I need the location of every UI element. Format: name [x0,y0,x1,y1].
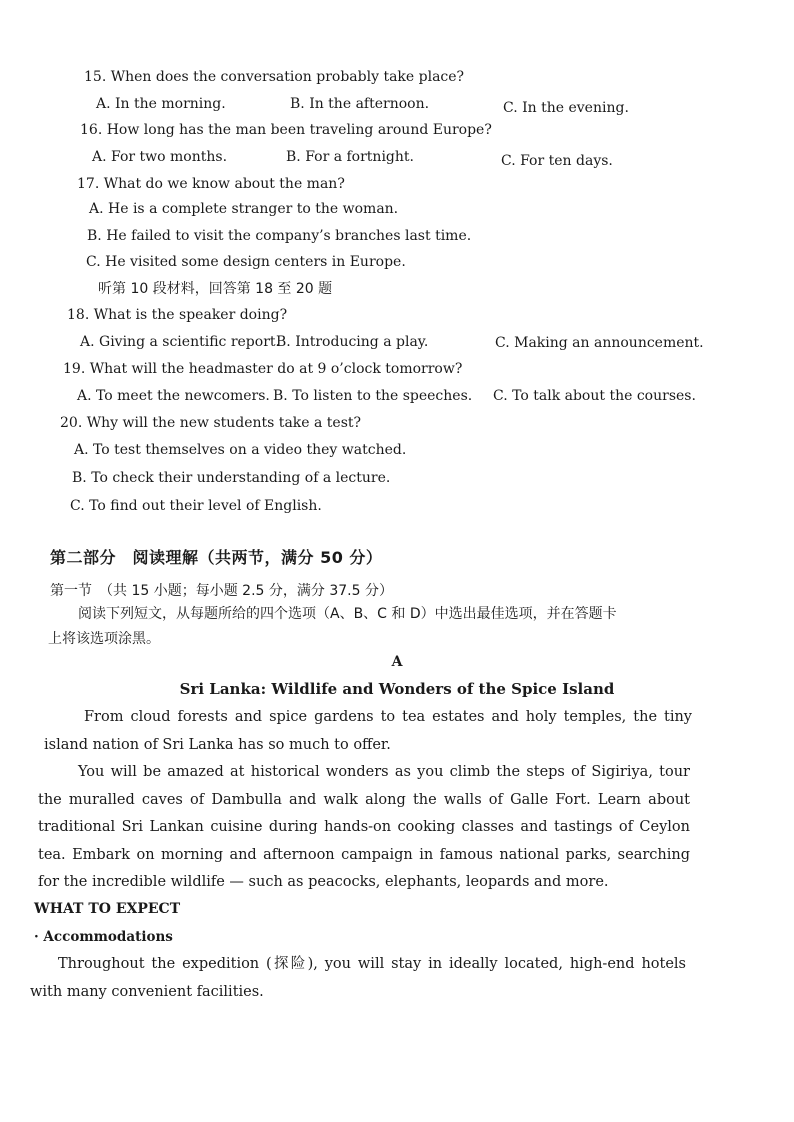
paragraph-1-text: From cloud forests and spice gardens to tea estates and holy temples, the tiny island nation of Sri Lanka has so much to offer. [44,709,692,753]
passage-letter: A [391,654,403,670]
question-19-option-a: A. To meet the newcomers. [77,388,270,404]
question-20-option-b: B. To check their understanding of a lecture. [72,470,391,486]
question-19-option-b: B. To listen to the speeches. [273,388,473,404]
passage-title: Sri Lanka: Wildlife and Wonders of the Spice Island [179,680,615,698]
question-16-option-b: B. For a fortnight. [286,149,414,165]
question-18-option-a: A. Giving a scientific report. [80,334,280,350]
question-15-option-c: C. In the evening. [503,100,629,116]
instruction-line-2: 上将该选项涂黑。 [48,631,160,647]
question-19-option-c: C. To talk about the courses. [493,388,696,404]
question-19-stem: 19. What will the headmaster do at 9 o’clock tomorrow? [63,361,463,377]
question-18-option-c: C. Making an announcement. [495,335,704,351]
question-16-option-a: A. For two months. [92,149,228,165]
question-20-option-c: C. To find out their level of English. [70,498,322,514]
question-20-stem: 20. Why will the new students take a test? [60,415,362,431]
passage-paragraph-1 [44,704,692,759]
question-16-option-c: C. For ten days. [501,153,613,169]
question-15-option-a: A. In the morning. [96,96,226,112]
question-17-stem: 17. What do we know about the man? [77,176,345,192]
question-17-option-b: B. He failed to visit the company’s branches last time. [87,228,472,244]
passage-paragraph-2 [38,759,690,897]
instruction-line-1: 阅读下列短文，从每题所给的四个选项（A、B、C 和 D）中选出最佳选项，并在答题卡 [78,606,617,622]
question-18-stem: 18. What is the speaker doing? [67,307,288,323]
accommodations-subheading: · Accommodations [34,929,173,945]
question-17-option-c: C. He visited some design centers in Europe. [86,254,406,270]
question-15-option-b: B. In the afternoon. [290,96,430,112]
question-18-option-b: B. Introducing a play. [276,334,429,350]
passage-paragraph-3 [30,951,686,1006]
part-2-title: 第二部分 阅读理解（共两节，满分 50 分） [50,548,383,567]
question-16-stem: 16. How long has the man been traveling around Europe? [80,122,492,138]
question-15-stem: 15. When does the conversation probably take place? [84,69,465,85]
material-10-instruction: 听第 10 段材料，回答第 18 至 20 题 [98,281,333,297]
section-1-title: 第一节 （共 15 小题；每小题 2.5 分，满分 37.5 分） [50,583,393,599]
question-17-option-a: A. He is a complete stranger to the woman. [89,201,399,217]
what-to-expect-heading: WHAT TO EXPECT [34,901,181,917]
paragraph-2-text: You will be amazed at historical wonders as you climb the steps of Sigiriya, tour the muralled caves of Dambulla and walk along the walls of Galle Fort. Learn about traditional Sri Lankan cuisine during hands-on cooking classes and tastings of Ceylon tea. Embark on morning and afternoon campaign in famous national parks, searching for the incredible wildlife — such as peacocks, elephants, leopards and more. [38,764,690,890]
paragraph-3-text: Throughout the expedition (探险), you will stay in ideally located, high-end hotels with many convenient facilities. [30,956,686,1000]
question-20-option-a: A. To test themselves on a video they watched. [74,442,407,458]
